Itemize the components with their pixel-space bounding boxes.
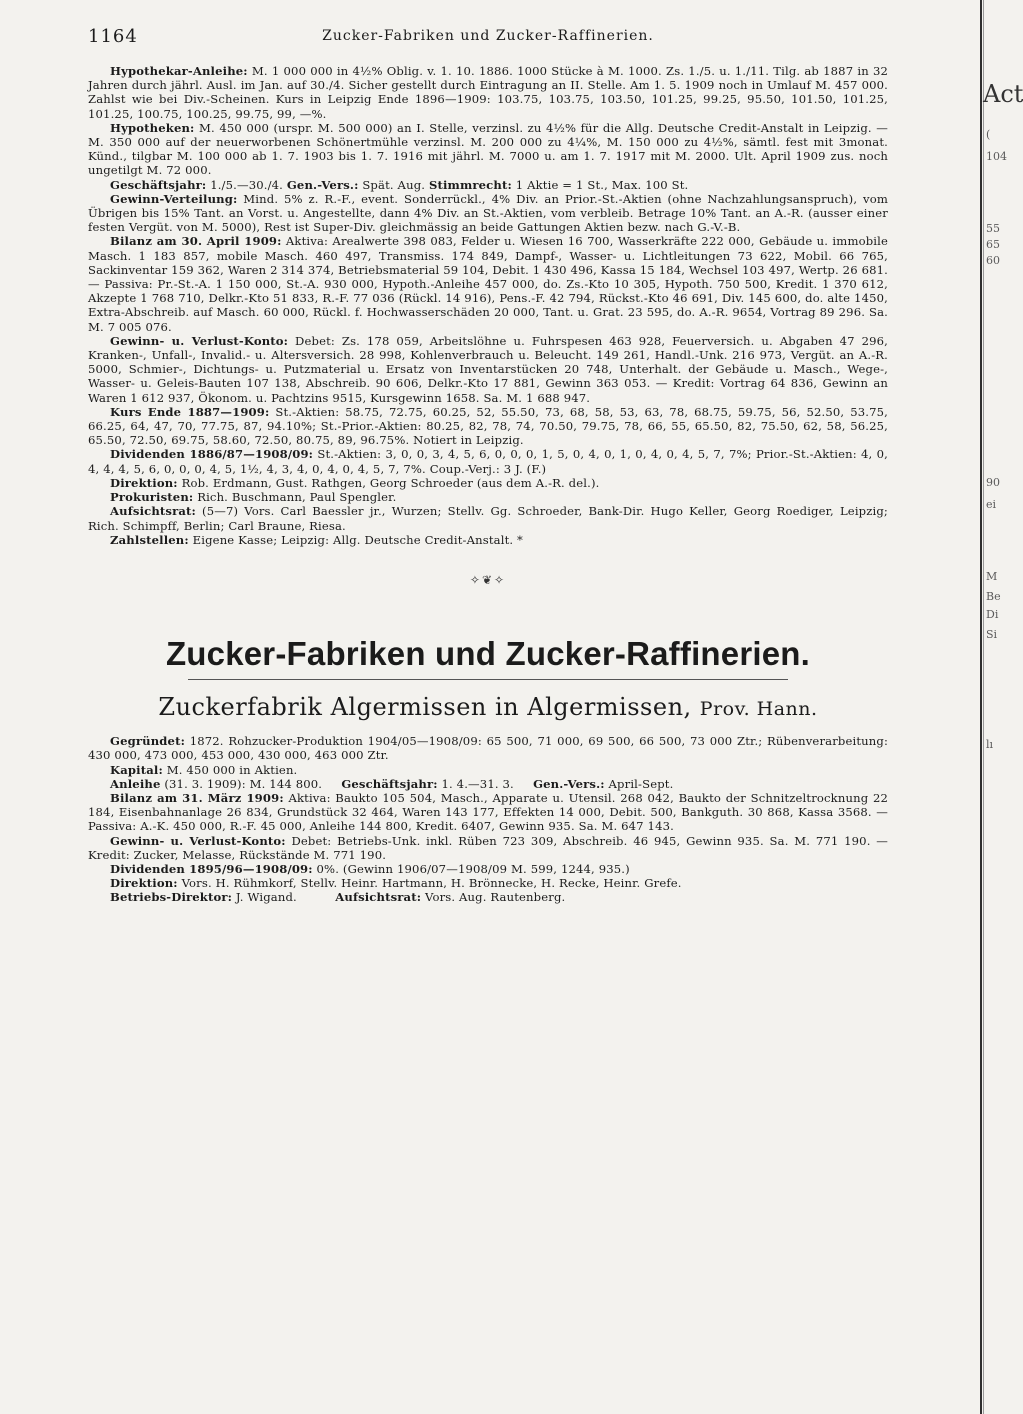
company-heading: Zuckerfabrik Algermissen in Algermissen, Prov. Hann. <box>158 693 818 722</box>
entry-direktion: Direktion: Rob. Erdmann, Gust. Rathgen, Georg Schroeder (aus dem A.-R. del.). <box>110 475 600 490</box>
entry-gewinn-verlust: Gewinn- u. Verlust-Konto: Debet: Zs. 178 059, Arbeitslöhne u. Fuhrspesen 463 928, Feuerversich. u. Abgaben 47 296, Kranken-, Unfall-, Invalid.- u. Altersversich. 28 998, Kohlenverbrauch u. Beleucht. 149 261, Handl.-Unk. 216 973, Vergüt. an A.-R. 5000, Schmier-, Dichtungs- u. Putzmaterial u. Ersatz von Inventarstücken 20 748, Unterhalt. der Gebäude u. Masch., Wege-, Wasser- u. Geleis-Bauten 107 138, Abschreib. 90 606, Delkr.-Kto 17 881, Gewinn 363 053. — Kredit: Vortrag 64 836, Gewinn an Waren 1 612 937, Ökonom. u. Pachtzins 9515, Kursgewinn 1658. Sa. M. 1 688 947. <box>88 333 888 405</box>
entry-zahlstellen: Zahlstellen: Eigene Kasse; Leipzig: Allg. Deutsche Credit-Anstalt. * <box>110 532 523 547</box>
entry2-bilanz: Bilanz am 31. März 1909: Aktiva: Baukto 105 504, Masch., Apparate u. Utensil. 268 042, Baukto der Schnitzeltrocknung 22 184, Eisenbahnanlage 26 834, Grundstück 32 464, Waren 143 177, Effekten 14 000, Debit. 500, Bankguth. 30 868, Kassa 3568. — Passiva: A.-K. 450 000, R.-F. 45 000, Anleihe 144 800, Kredit. 6407, Gewinn 935. Sa. M. 647 143. <box>88 790 888 834</box>
margin-fragment: Act <box>983 80 1023 108</box>
margin-fragment: Si <box>986 628 998 641</box>
entry2-direktion: Direktion: Vors. H. Rühmkorf, Stellv. Heinr. Hartmann, H. Brönnecke, H. Recke, Heinr. Grefe. <box>110 876 682 891</box>
adjacent-page-edge <box>956 0 1023 1414</box>
entry-kurse: Kurs Ende 1887—1909: St.-Aktien: 58.75, 72.75, 60.25, 52, 55.50, 73, 68, 58, 53, 63, 78, 68.75, 59.75, 56, 52.50, 53.75, 66.25, 64, 47, 70, 77.75, 87, 94.10%; St.-Prior.-Aktien: 80.25, 82, 78, 74, 70.50, 79.75, 78, 66, 55, 65.50, 82, 75.50, 62, 58, 56.25, 65.50, 72.50, 69.75, 58.60, 72.50, 80.75, 89, 96.75%. Notiert in Leipzig. <box>88 404 888 448</box>
entry2-gegruendet: Gegründet: 1872. Rohzucker-Produktion 1904/05—1908/09: 65 500, 71 000, 69 500, 66 500, 73 000 Ztr.; Rübenverarbeitung: 430 000, 473 000, 453 000, 430 000, 463 000 Ztr. <box>88 734 888 763</box>
margin-fragment: Be <box>986 590 1001 603</box>
entry-dividenden: Dividenden 1886/87—1908/09: St.-Aktien: 3, 0, 0, 3, 4, 5, 6, 0, 0, 0, 1, 5, 0, 4, 0, 1, 0, 4, 0, 4, 5, 7, 7%; Prior.-St.-Aktien: 4, 0, 4, 4, 4, 5, 6, 0, 0, 0, 4, 5, 1½, 4, 3, 4, 0, 4, 0, 4, 5, 7, 7%. Coup.-Verj.: 3 J. (F.) <box>88 447 889 476</box>
entry2-gewinn-verlust: Gewinn- u. Verlust-Konto: Debet: Betriebs-Unk. inkl. Rüben 723 309, Abschreib. 46 945, Gewinn 935. Sa. M. 771 190. — Kredit: Zucker, Melasse, Rückstände M. 771 190. <box>88 833 888 862</box>
entry-gewinn-verteilung: Gewinn-Verteilung: Mind. 5% z. R.-F., event. Sonderrückl., 4% Div. an Prior.-St.-Aktien (ohne Nachzahlungsanspruch), vom Übrigen bis 15% Tant. an Vorst. u. Angestellte, dann 4% Div. an St.-Aktien, vom verbleib. Betrage 10% Tant. an A.-R. (ausser einer festen Vergüt. von M. 5000), Rest ist Super-Div. gleichmässig an beide Gattungen Aktien bezw. nach G.-V.-B. <box>88 191 888 235</box>
entry2-kapital: Kapital: M. 450 000 in Aktien. <box>110 762 298 777</box>
running-header <box>88 26 888 48</box>
text-column <box>88 64 888 905</box>
page-gutter-line <box>980 0 982 1414</box>
entry-hypothekar-anleihe: Hypothekar-Anleihe: M. 1 000 000 in 4½% Oblig. v. 1. 10. 1886. 1000 Stücke à M. 1000. Zs. 1./5. u. 1./11. Tilg. ab 1887 in 32 Jahren durch jährl. Ausl. im Jan. auf 30./4. Sicher gestellt durch Eintragung an II. Stelle. Am 1. 5. 1909 noch in Umlauf M. 457 000. Zahlst wie bei Div.-Scheinen. Kurs in Leipzig Ende 1896—1909: 103.75, 103.75, 103.50, 101.25, 99.25, 95.50, 101.50, 101.25, 101.25, 100.75, 100.25, 99.75, 99, —%. <box>88 64 888 121</box>
margin-fragment: 60 <box>986 254 1000 267</box>
margin-fragment: 65 <box>986 238 1000 251</box>
page-number: 1164 <box>88 26 138 47</box>
margin-fragment: lı <box>986 738 994 751</box>
entry2-anleihe: Anleihe (31. 3. 1909): M. 144 800. Geschäftsjahr: 1. 4.—31. 3. Gen.-Vers.: April-Sept. <box>110 776 674 791</box>
margin-fragment: 104 <box>986 150 1007 163</box>
margin-fragment: ei <box>986 498 997 511</box>
entry-geschaeftsjahr: Geschäftsjahr: 1./5.—30./4. Gen.-Vers.: Spät. Aug. Stimmrecht: 1 Aktie = 1 St., Max. 100 St. <box>110 177 689 192</box>
margin-fragment: 55 <box>986 222 1000 235</box>
entry-hypotheken: Hypotheken: M. 450 000 (urspr. M. 500 000) an I. Stelle, verzinsl. zu 4½% für die Allg. Deutsche Credit-Anstalt in Leipzig. — M. 350 000 auf der neuerworbenen Schönertmühle verzinsl. M. 200 000 zu 4¼%, M. 150 000 zu 4½%, sämtl. fest mit 3monat. Künd., tilgbar M. 100 000 ab 1. 7. 1903 bis 1. 7. 1916 mit jährl. M. 7000 u. am 1. 7. 1917 mit M. 2000. Ult. April 1909 zus. noch ungetilgt M. 72 000. <box>88 120 888 178</box>
section-heading: Zucker-Fabriken und Zucker-Raffinerien. <box>165 635 811 673</box>
running-title: Zucker-Fabriken und Zucker-Raffinerien. <box>322 28 654 44</box>
section-rule <box>188 679 788 680</box>
margin-fragment: 90 <box>986 476 1000 489</box>
ornament-divider: ✧❦✧ <box>469 572 507 587</box>
margin-fragment: ( <box>986 128 991 141</box>
entry2-betriebsdirektor: Betriebs-Direktor: J. Wigand. Aufsichtsrat: Vors. Aug. Rautenberg. <box>110 890 566 905</box>
entry-prokuristen: Prokuristen: Rich. Buschmann, Paul Spengler. <box>110 490 397 505</box>
entry2-dividenden: Dividenden 1895/96—1908/09: 0%. (Gewinn 1906/07—1908/09 M. 599, 1244, 935.) <box>110 861 630 876</box>
margin-fragment: M <box>986 570 998 583</box>
entry-aufsichtsrat: Aufsichtsrat: (5—7) Vors. Carl Baessler jr., Wurzen; Stellv. Gg. Schroeder, Bank-Dir. Hugo Keller, Georg Roediger, Leipzig; Rich. Schimpff, Berlin; Carl Braune, Riesa. <box>88 504 888 533</box>
entry-bilanz: Bilanz am 30. April 1909: Aktiva: Arealwerte 398 083, Felder u. Wiesen 16 700, Wasserkräfte 222 000, Gebäude u. immobile Masch. 1 183 857, mobile Masch. 460 497, Transmiss. 174 849, Dampf-, Wasser- u. Lichtleitungen 73 622, Mobil. 66 765, Sackinventar 159 362, Waren 2 314 374, Betriebsmaterial 59 104, Debit. 1 430 496, Kassa 15 184, Wechsel 103 497, Wertp. 26 681. — Passiva: Pr.-St.-A. 1 150 000, St.-A. 930 000, Hypoth.-Anleihe 457 000, do. Zs.-Kto 10 305, Hypoth. 750 500, Kredit. 1 370 612, Akzepte 1 768 710, Delkr.-Kto 51 833, R.-F. 77 036 (Rückl. 14 916), Pens.-F. 42 794, Rückst.-Kto 46 691, Div. 145 600, do. alte 1450, Extra-Abschreib. auf Masch. 60 000, Rückl. f. Hochwasserschäden 20 000, Tant. u. Grat. 23 595, do. A.-R. 9654, Vortrag 89 296. Sa. M. 7 005 076. <box>88 234 889 334</box>
margin-fragment: Di <box>986 608 999 621</box>
